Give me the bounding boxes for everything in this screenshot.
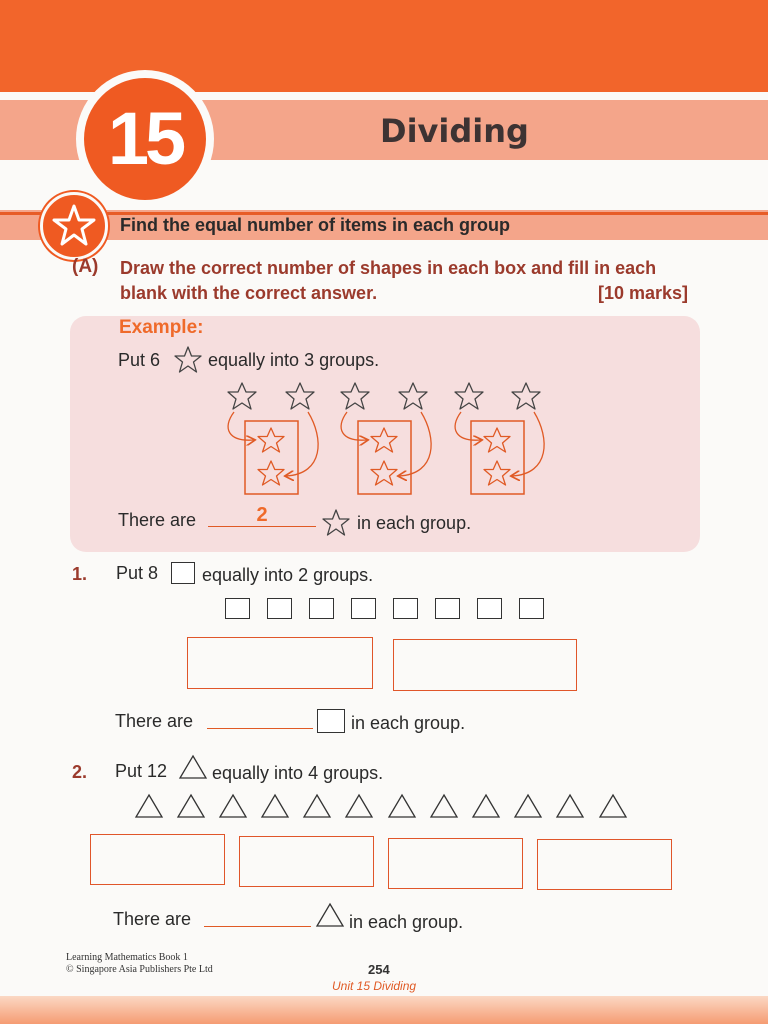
footer-unit-label: Unit 15 Dividing bbox=[332, 979, 417, 993]
group-drawing-box[interactable] bbox=[90, 834, 225, 885]
square-shape-icon bbox=[171, 562, 195, 584]
group-drawing-box[interactable] bbox=[187, 637, 373, 689]
triangle-item bbox=[473, 795, 499, 817]
square-shape-icon bbox=[317, 709, 345, 733]
part-label: (A) bbox=[72, 256, 99, 277]
square-item bbox=[519, 598, 544, 619]
question-number: 1. bbox=[72, 564, 88, 584]
question-1-answer-before: There are bbox=[115, 711, 194, 731]
question-2-prompt-after: equally into 4 groups. bbox=[212, 763, 384, 783]
example-prompt-after: equally into 3 groups. bbox=[208, 350, 380, 370]
example-grouping-diagram bbox=[220, 378, 550, 503]
question-1-prompt-before: Put 8 bbox=[116, 563, 159, 583]
square-item bbox=[435, 598, 460, 619]
triangle-shape-icon bbox=[315, 902, 345, 928]
group-drawing-box[interactable] bbox=[388, 838, 523, 889]
example-answer-before: There are bbox=[118, 510, 197, 530]
question-2-prompt-before: Put 12 bbox=[115, 761, 168, 781]
square-item bbox=[267, 598, 292, 619]
triangle-item bbox=[515, 795, 541, 817]
marks-label: [10 marks] bbox=[598, 283, 689, 303]
question-2-answer-blank[interactable] bbox=[204, 904, 311, 927]
question-1-answer-after: in each group. bbox=[351, 713, 466, 733]
group-drawing-box[interactable] bbox=[393, 639, 577, 691]
triangle-item bbox=[178, 795, 204, 817]
star-shape-icon bbox=[320, 508, 352, 538]
question-2-answer-after: in each group. bbox=[349, 912, 464, 932]
star-icon bbox=[45, 197, 103, 255]
square-item bbox=[225, 598, 250, 619]
example-answer-value: 2 bbox=[208, 504, 316, 527]
example-title: Example: bbox=[119, 317, 204, 338]
triangle-item bbox=[557, 795, 583, 817]
square-item bbox=[309, 598, 334, 619]
triangle-item bbox=[346, 795, 372, 817]
triangle-item bbox=[304, 795, 330, 817]
group-drawing-box[interactable] bbox=[239, 836, 374, 887]
square-item bbox=[477, 598, 502, 619]
triangle-items-row bbox=[134, 793, 634, 821]
example-prompt-before: Put 6 bbox=[118, 350, 161, 370]
triangle-item bbox=[220, 795, 246, 817]
footer-credits bbox=[66, 952, 213, 976]
page-title: Dividing bbox=[380, 112, 529, 150]
footer-band bbox=[0, 996, 768, 1024]
group-drawing-box[interactable] bbox=[537, 839, 672, 890]
footer-book-title: Learning Mathematics Book 1 bbox=[66, 952, 188, 963]
triangle-item bbox=[431, 795, 457, 817]
footer-publisher: © Singapore Asia Publishers Pte Ltd bbox=[66, 964, 213, 975]
triangle-item bbox=[389, 795, 415, 817]
square-item bbox=[393, 598, 418, 619]
square-item bbox=[351, 598, 376, 619]
question-2-answer-before: There are bbox=[113, 909, 192, 929]
question-1-answer-blank[interactable] bbox=[207, 706, 313, 729]
part-instruction: Draw the correct number of shapes in each box and fill in each blank with the correct answer. bbox=[120, 258, 657, 303]
section-heading: Find the equal number of items in each group bbox=[120, 215, 511, 235]
triangle-item bbox=[262, 795, 288, 817]
question-1-prompt-after: equally into 2 groups. bbox=[202, 565, 374, 585]
question-number: 2. bbox=[72, 762, 88, 782]
page-number: 254 bbox=[368, 962, 390, 977]
star-shape-icon bbox=[172, 345, 204, 375]
triangle-item bbox=[136, 795, 162, 817]
triangle-shape-icon bbox=[178, 754, 208, 780]
unit-number-badge: 15 bbox=[84, 78, 206, 200]
example-answer-after: in each group. bbox=[357, 513, 472, 533]
triangle-item bbox=[600, 795, 626, 817]
